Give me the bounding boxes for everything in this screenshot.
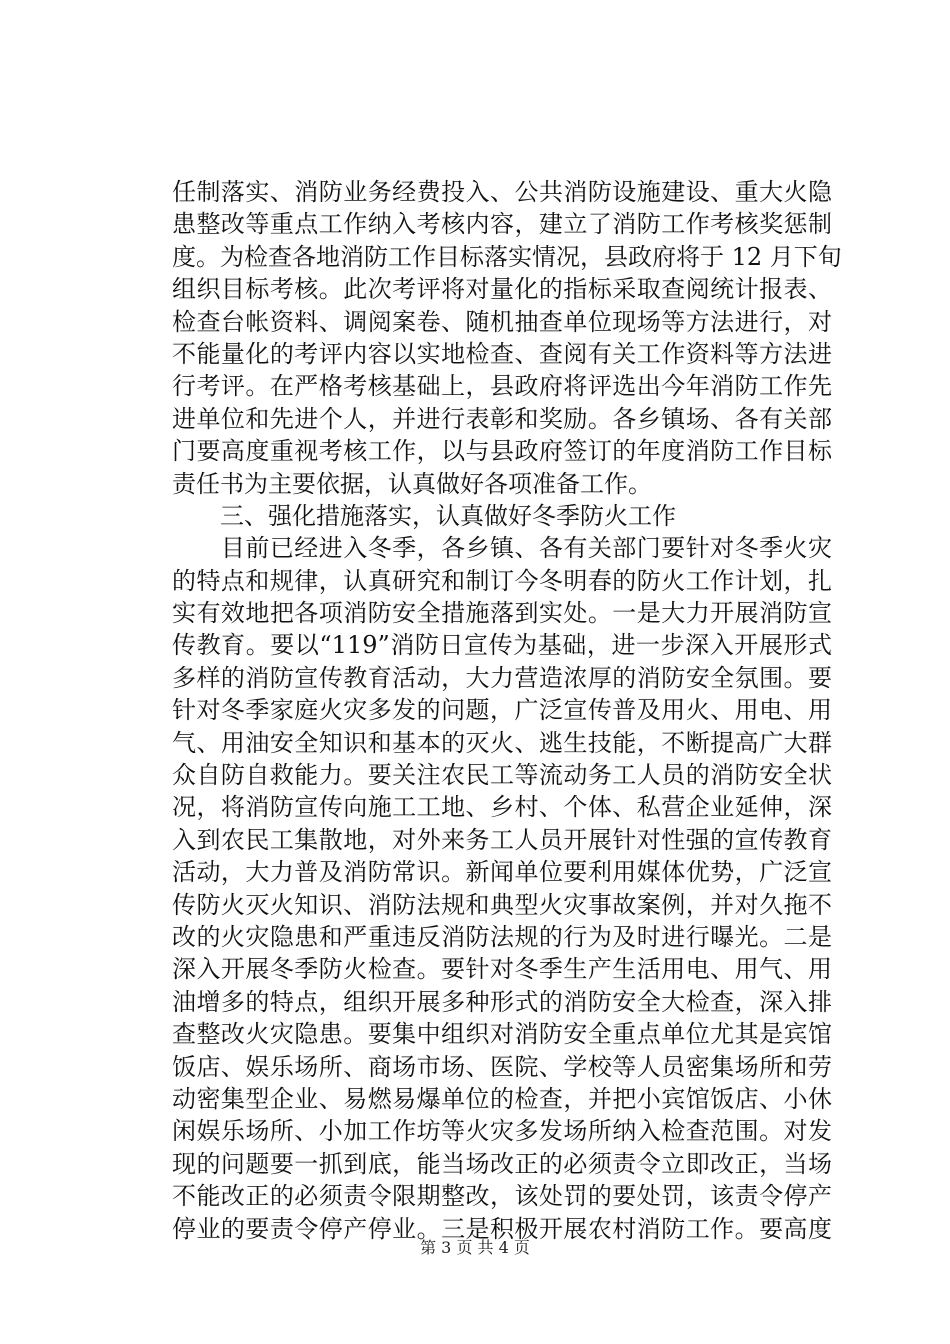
text-line: 气、用油安全知识和基本的灭火、逃生技能，不断提高广大群 [172, 728, 832, 757]
text-line: 门要高度重视考核工作，以与县政府签订的年度消防工作目标 [172, 437, 832, 466]
text-line: 深入开展冬季防火检查。要针对冬季生产生活用电、用气、用 [172, 955, 832, 984]
text-line: 进单位和先进个人，并进行表彰和奖励。各乡镇场、各有关部 [172, 404, 832, 433]
text-line: 查整改火灾隐患。要集中组织对消防安全重点单位尤其是宾馆 [172, 1020, 832, 1049]
text-line: 三、强化措施落实，认真做好冬季防火工作 [172, 501, 676, 530]
text-line: 任制落实、消防业务经费投入、公共消防设施建设、重大火隐 [172, 178, 832, 206]
text-line: 众自防自救能力。要关注农民工等流动务工人员的消防安全状 [172, 761, 832, 790]
text-line: 度。为检查各地消防工作目标落实情况，县政府将于 12 月下旬 [172, 242, 842, 271]
text-line: 针对冬季家庭火灾多发的问题，广泛宣传普及用火、用电、用 [172, 696, 832, 725]
text-line: 患整改等重点工作纳入考核内容，建立了消防工作考核奖惩制 [172, 210, 832, 239]
text-line: 现的问题要一抓到底，能当场改正的必须责令立即改正，当场 [172, 1149, 832, 1178]
text-line: 入到农民工集散地，对外来务工人员开展针对性强的宣传教育 [172, 825, 832, 854]
text-line: 不能改正的必须责令限期整改，该处罚的要处罚，该责令停产 [172, 1182, 832, 1211]
text-line: 的特点和规律，认真研究和制订今冬明春的防火工作计划，扎 [172, 566, 832, 595]
text-line: 多样的消防宣传教育活动，大力营造浓厚的消防安全氛围。要 [172, 663, 832, 692]
text-line: 闲娱乐场所、小加工作坊等火灾多发场所纳入检查范围。对发 [172, 1117, 832, 1146]
text-line: 实有效地把各项消防安全措施落到实处。一是大力开展消防宣 [172, 599, 832, 628]
text-line: 传教育。要以“119”消防日宣传为基础，进一步深入开展形式 [172, 631, 832, 660]
text-line: 动密集型企业、易燃易爆单位的检查，并把小宾馆饭店、小休 [172, 1084, 832, 1113]
text-line: 饭店、娱乐场所、商场市场、医院、学校等人员密集场所和劳 [172, 1052, 832, 1081]
text-line: 不能量化的考评内容以实地检查、查阅有关工作资料等方法进 [172, 339, 832, 368]
text-line: 传防火灭火知识、消防法规和典型火灾事故案例，并对久拖不 [172, 890, 832, 919]
text-line: 目前已经进入冬季，各乡镇、各有关部门要针对冬季火灾 [172, 534, 832, 563]
text-line: 责任书为主要依据，认真做好各项准备工作。 [172, 469, 652, 498]
text-line: 检查台帐资料、调阅案卷、随机抽查单位现场等方法进行，对 [172, 307, 832, 336]
page-footer: 第 3 页 共 4 页 [420, 1238, 530, 1257]
text-line: 行考评。在严格考核基础上，县政府将评选出今年消防工作先 [172, 372, 832, 401]
text-line: 油增多的特点，组织开展多种形式的消防安全大检查，深入排 [172, 987, 832, 1016]
text-line: 组织目标考核。此次考评将对量化的指标采取查阅统计报表、 [172, 275, 832, 304]
document-body [172, 176, 842, 1245]
text-line: 停业的要责令停产停业。三是积极开展农村消防工作。要高度 [172, 1214, 832, 1243]
text-line: 改的火灾隐患和严重违反消防法规的行为及时进行曝光。二是 [172, 922, 832, 951]
text-line: 况，将消防宣传向施工工地、乡村、个体、私营企业延伸，深 [172, 793, 832, 822]
text-line: 活动，大力普及消防常识。新闻单位要利用媒体优势，广泛宣 [172, 858, 832, 887]
